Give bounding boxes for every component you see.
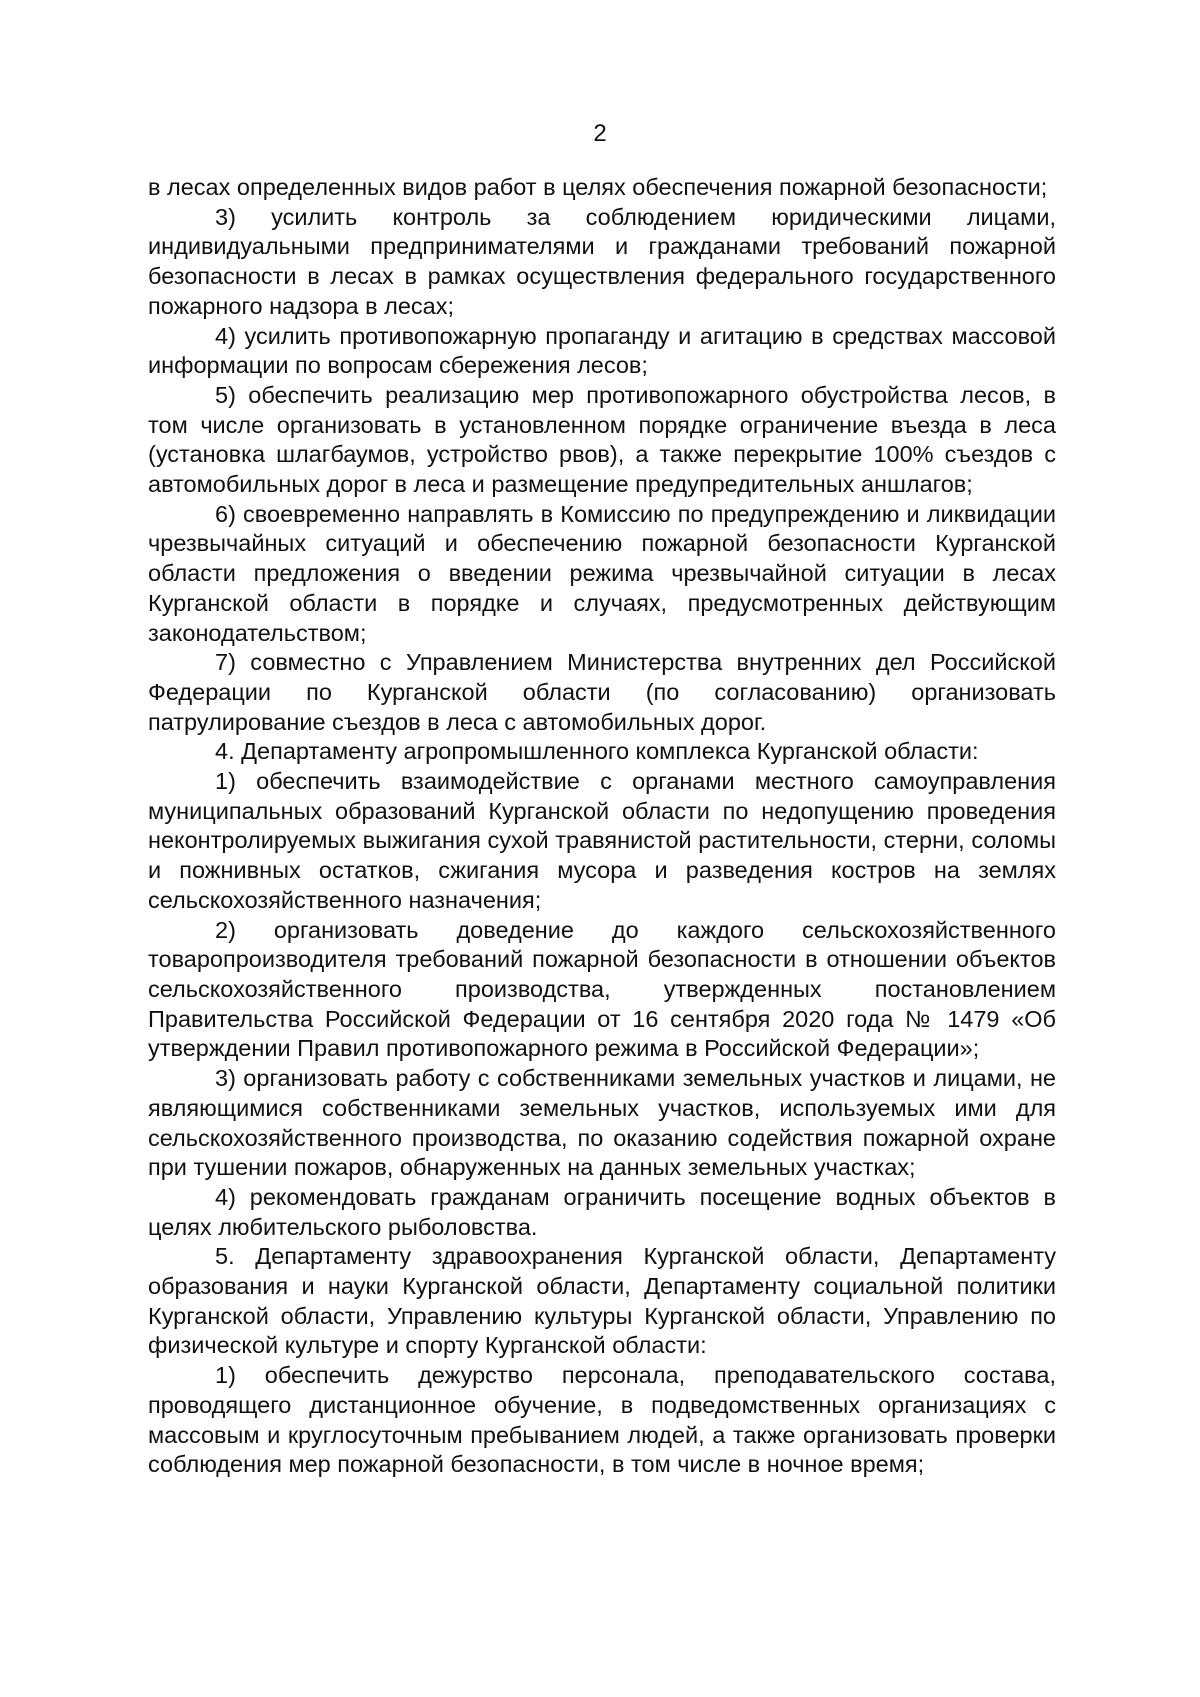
paragraph-item-3-4: 4) усилить противопожарную пропаганду и агитацию в средствах массовой информации по вопросам сбережения лесов; xyxy=(148,322,1056,379)
paragraph-section-4: 4. Департаменту агропромышленного комплекса Курганской области: xyxy=(215,738,979,765)
page-number: 2 xyxy=(593,120,607,147)
paragraph-item-3-3: 3) усилить контроль за соблюдением юридическими лицами, индивидуальными предпринимателями и гражданами требований пожарной безопасности в лесах в рамках осуществления федерального государственного пожарного надзора в лесах; xyxy=(148,203,1056,319)
paragraph-item-5-1: 1) обеспечить дежурство персонала, преподавательского состава, проводящего дистанционное обучение, в подведомственных организациях с массовым и круглосуточным пребыванием людей, а также организовать проверки соблюдения мер пожарной безопасности, в том числе в ночное время; xyxy=(148,1362,1056,1478)
paragraph-item-4-1: 1) обеспечить взаимодействие с органами местного самоуправления муниципальных образований Курганской области по недопущению проведения неконтролируемых выжигания сухой травянистой растительности, стерни, соломы и пожнивных остатков, сжигания мусора и разведения костров на землях сельскохозяйственного назначения; xyxy=(148,768,1056,913)
paragraph-continuation: в лесах определенных видов работ в целях обеспечения пожарной безопасности; xyxy=(148,174,1048,200)
paragraph-item-4-4: 4) рекомендовать гражданам ограничить посещение водных объектов в целях любительского рыболовства. xyxy=(148,1183,1056,1240)
paragraph-item-4-2: 2) организовать доведение до каждого сельскохозяйственного товаропроизводителя требований пожарной безопасности в отношении объектов сельскохозяйственного производства, утвержденных постановлением Правительства Российской Федерации от 16 сентября 2020 года № 1479 «Об утверждении Правил противопожарного режима в Российской Федерации»; xyxy=(148,916,1056,1062)
paragraph-item-3-5: 5) обеспечить реализацию мер противопожарного обустройства лесов, в том числе организовать в установленном порядке ограничение въезда в леса (установка шлагбаумов, устройство рвов), а также перекрытие 100% съездов с автомобильных дорог в леса и размещение предупредительных аншлагов; xyxy=(148,381,1056,498)
document-body xyxy=(148,173,1056,1480)
paragraph-item-4-3: 3) организовать работу с собственниками земельных участков и лицами, не являющимися собственниками земельных участков, используемых ими для сельскохозяйственного производства, по оказанию содействия пожарной охране при тушении пожаров, обнаруженных на данных земельных участках; xyxy=(148,1065,1056,1181)
paragraph-item-3-6: 6) своевременно направлять в Комиссию по предупреждению и ликвидации чрезвычайных ситуаций и обеспечению пожарной безопасности Курганской области предложения о введении режима чрезвычайной ситуации в лесах Курганской области в порядке и случаях, предусмотренных действующим законодательством; xyxy=(148,500,1056,646)
paragraph-item-3-7: 7) совместно с Управлением Министерства внутренних дел Российской Федерации по Курганской области (по согласованию) организовать патрулирование съездов в леса с автомобильных дорог. xyxy=(148,649,1056,735)
paragraph-section-5: 5. Департаменту здравоохранения Курганской области, Департаменту образования и науки Курганской области, Департаменту социальной политики Курганской области, Управлению культуры Курганской области, Управлению по физической культуре и спорту Курганской области: xyxy=(148,1243,1056,1359)
